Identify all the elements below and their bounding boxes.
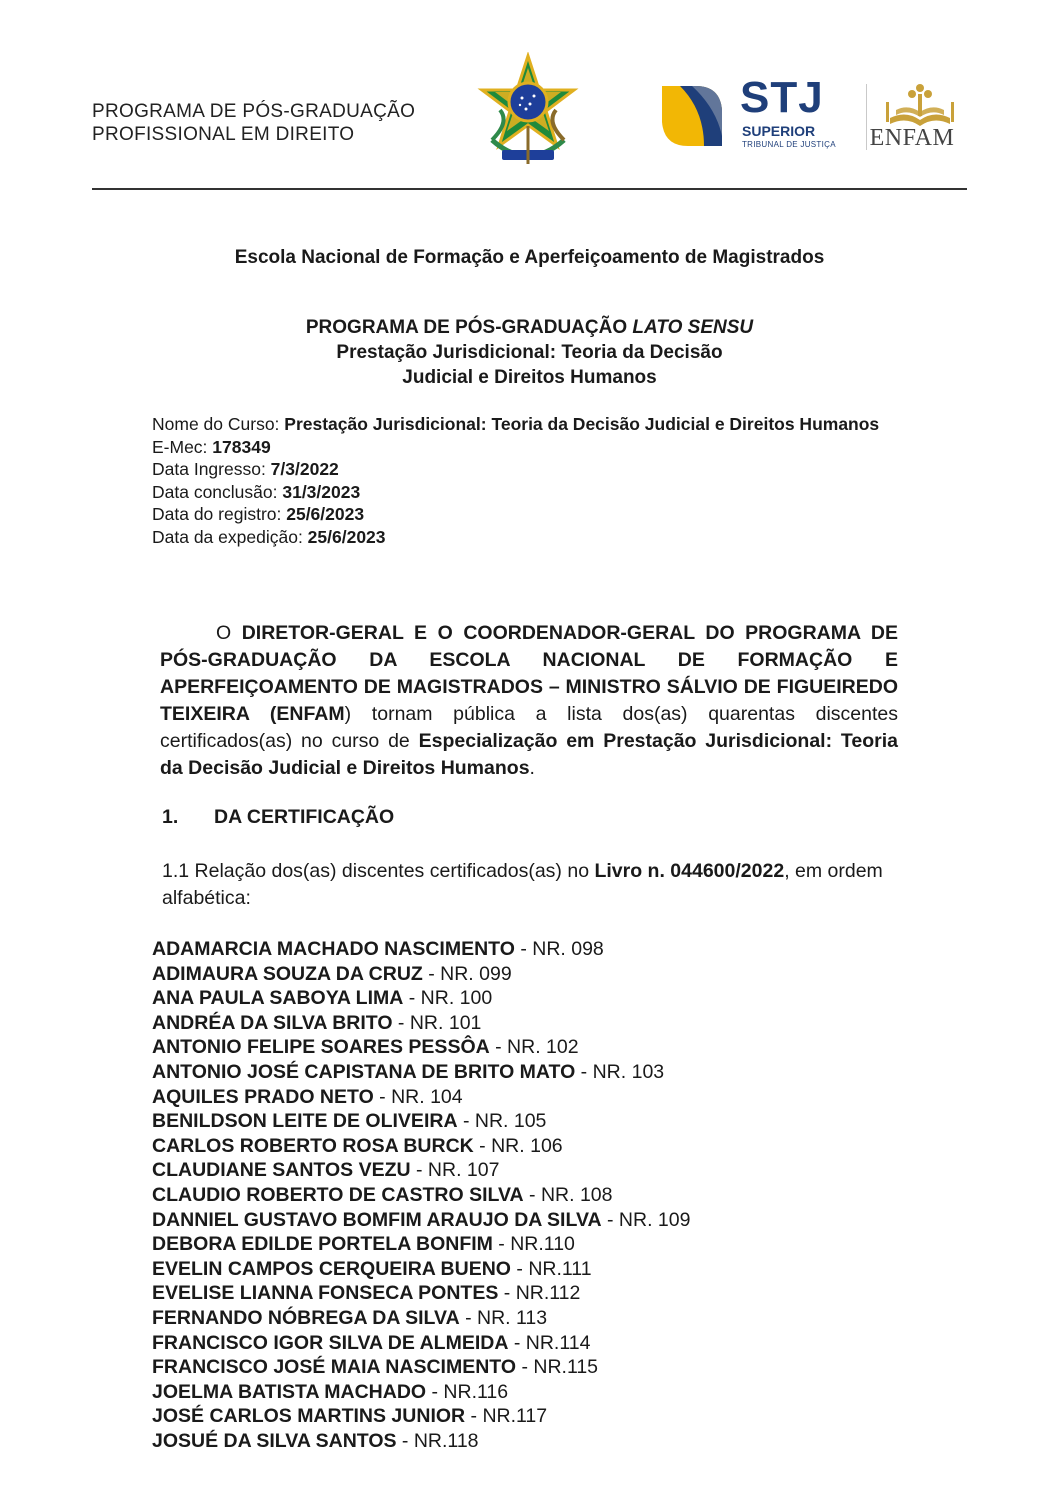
expedicao-value: 25/6/2023 (307, 526, 386, 547)
student-name: FRANCISCO IGOR SILVA DE ALMEIDA (152, 1331, 509, 1354)
student-nr: - NR. 107 (410, 1159, 500, 1182)
ingresso-row (152, 458, 912, 481)
list-item (152, 937, 952, 962)
program-header-text (92, 100, 415, 146)
section-number: 1. (162, 806, 179, 828)
list-item (152, 962, 952, 987)
paragraph-end: . (529, 757, 535, 779)
student-name: DANNIEL GUSTAVO BOMFIM ARAUJO DA SILVA (152, 1208, 602, 1231)
list-item (152, 1158, 952, 1183)
student-name: BENILDSON LEITE DE OLIVEIRA (152, 1110, 458, 1133)
program-header-line2: PROFISSIONAL EM DIREITO (92, 124, 355, 145)
list-item (152, 1404, 952, 1429)
list-item (152, 1355, 952, 1380)
course-info (152, 413, 912, 548)
stj-superior-label: SUPERIOR (742, 123, 816, 139)
subsection-text (162, 858, 898, 912)
subsection-suffix: , em ordem alfabética: (162, 860, 883, 909)
student-nr: - NR. 099 (422, 962, 512, 985)
student-name: EVELIN CAMPOS CERQUEIRA BUENO (152, 1257, 511, 1280)
list-item (152, 1281, 952, 1306)
stj-tribunal-label: TRIBUNAL DE JUSTIÇA (742, 140, 836, 149)
emec-value: 178349 (212, 436, 271, 457)
student-nr: - NR.111 (510, 1257, 592, 1280)
expedicao-label: Data da expedição: (152, 526, 308, 547)
student-name: ANTONIO JOSÉ CAPISTANA DE BRITO MATO (152, 1060, 576, 1083)
student-nr: - NR.110 (492, 1233, 575, 1256)
subsection-book: Livro n. 044600/2022 (594, 860, 785, 882)
student-nr: - NR.116 (426, 1380, 509, 1403)
registro-value: 25/6/2023 (286, 504, 365, 524)
conclusao-value: 31/3/2023 (282, 481, 361, 502)
conclusao-label: Data conclusão: (152, 481, 283, 502)
program-title-prefix: PROGRAMA DE PÓS-GRADUAÇÃO (305, 317, 633, 338)
course-name-row (152, 413, 912, 436)
student-name: FERNANDO NÓBREGA DA SILVA (152, 1306, 460, 1329)
school-title: Escola Nacional de Formação e Aperfeiçoamento de Magistrados (234, 247, 825, 268)
list-item (152, 1183, 952, 1208)
list-item (152, 1331, 952, 1356)
list-item (152, 1011, 952, 1036)
student-nr: - NR. 109 (601, 1208, 691, 1231)
student-name: CLAUDIO ROBERTO DE CASTRO SILVA (152, 1183, 524, 1206)
student-nr: - NR. 104 (373, 1085, 463, 1108)
student-name: ANDRÉA DA SILVA BRITO (152, 1011, 393, 1034)
expedicao-row (152, 526, 912, 549)
list-item (152, 1085, 952, 1110)
student-nr: - NR.112 (498, 1282, 581, 1305)
subsection-prefix: 1.1 Relação dos(as) discentes certificados(as) no (162, 860, 595, 882)
students-list (152, 937, 952, 1453)
list-item (152, 986, 952, 1011)
brazil-coat-of-arms-icon (470, 52, 586, 172)
list-item (152, 1134, 952, 1159)
ingresso-value: 7/3/2022 (270, 459, 339, 479)
student-name: EVELISE LIANNA FONSECA PONTES (152, 1282, 499, 1305)
program-subtitle-line1: Prestação Jurisdicional: Teoria da Decisão (336, 342, 723, 363)
stj-acronym: STJ (740, 73, 824, 122)
conclusao-row (152, 481, 912, 504)
emec-label: E-Mec: (152, 436, 213, 457)
paragraph-opening: O (216, 622, 242, 644)
header-divider (92, 188, 967, 190)
list-item (152, 1306, 952, 1331)
ingresso-label: Data Ingresso: (152, 459, 271, 479)
emec-row (152, 436, 912, 459)
program-subtitle-line2: Judicial e Direitos Humanos (402, 367, 657, 388)
list-item (152, 1429, 952, 1454)
announcement-paragraph (160, 620, 898, 782)
student-nr: - NR. 101 (392, 1011, 482, 1034)
student-name: ADAMARCIA MACHADO NASCIMENTO (152, 938, 515, 960)
student-name: JOELMA BATISTA MACHADO (152, 1380, 427, 1403)
list-item (152, 1232, 952, 1257)
course-name-label: Nome do Curso: (152, 414, 285, 434)
registro-label: Data do registro: (152, 504, 287, 524)
list-item (152, 1208, 952, 1233)
student-nr: - NR. 103 (575, 1060, 665, 1083)
program-title-block (0, 315, 1059, 390)
list-item (152, 1109, 952, 1134)
program-title (0, 315, 1059, 340)
list-item (152, 1060, 952, 1085)
student-name: FRANCISCO JOSÉ MAIA NASCIMENTO (152, 1356, 517, 1379)
student-nr: - NR. 100 (403, 987, 493, 1010)
section-title: DA CERTIFICAÇÃO (214, 806, 395, 828)
student-nr: - NR.114 (508, 1331, 591, 1354)
student-name: ANTONIO FELIPE SOARES PESSÔA (152, 1036, 490, 1059)
list-item (152, 1035, 952, 1060)
list-item (152, 1257, 952, 1282)
student-nr: - NR. 105 (457, 1110, 547, 1133)
student-name: CLAUDIANE SANTOS VEZU (152, 1159, 411, 1182)
paragraph-course-name: Especialização em Prestação Jurisdicional: Teoria da Decisão Judicial e Direitos Humanos (160, 730, 898, 779)
student-name: JOSÉ CARLOS MARTINS JUNIOR (152, 1405, 466, 1428)
program-header-line1: PROGRAMA DE PÓS-GRADUAÇÃO (92, 101, 416, 122)
list-item (152, 1380, 952, 1405)
student-name: ADIMAURA SOUZA DA CRUZ (152, 962, 423, 985)
student-name: JOSUÉ DA SILVA SANTOS (152, 1429, 397, 1452)
course-name-value: Prestação Jurisdicional: Teoria da Decisão Judicial e Direitos Humanos (284, 414, 880, 434)
student-name: ANA PAULA SABOYA LIMA (152, 987, 404, 1010)
student-nr: - NR.115 (516, 1356, 599, 1379)
student-nr: - NR. 113 (459, 1306, 548, 1329)
student-nr: - NR. 102 (489, 1036, 579, 1059)
student-name: AQUILES PRADO NETO (152, 1085, 374, 1108)
registro-row (152, 503, 912, 526)
paragraph-authorities: DIRETOR-GERAL E O COORDENADOR-GERAL DO PROGRAMA DE PÓS-GRADUAÇÃO DA ESCOLA NACIONAL DE FORMAÇÃO E APERFEIÇOAMENTO DE MAGISTRADOS – MINISTRO SÁLVIO DE FIGUEIREDO TEIXEIRA (ENFAM (160, 622, 898, 725)
student-nr: - NR. 106 (473, 1134, 563, 1157)
program-title-lato-sensu: LATO SENSU (632, 317, 754, 338)
student-nr: - NR.118 (396, 1429, 479, 1452)
paragraph-middle: ) tornam pública a lista dos(as) quarentas discentes certificados(as) no curso de (160, 703, 899, 752)
section-heading (162, 806, 394, 829)
student-nr: - NR. 108 (523, 1183, 613, 1206)
student-name: DEBORA EDILDE PORTELA BONFIM (152, 1233, 493, 1256)
student-nr: - NR. 098 (514, 938, 604, 960)
student-name: CARLOS ROBERTO ROSA BURCK (152, 1134, 474, 1157)
student-nr: - NR.117 (465, 1405, 548, 1428)
enfam-wordmark: ENFAM (869, 125, 955, 151)
